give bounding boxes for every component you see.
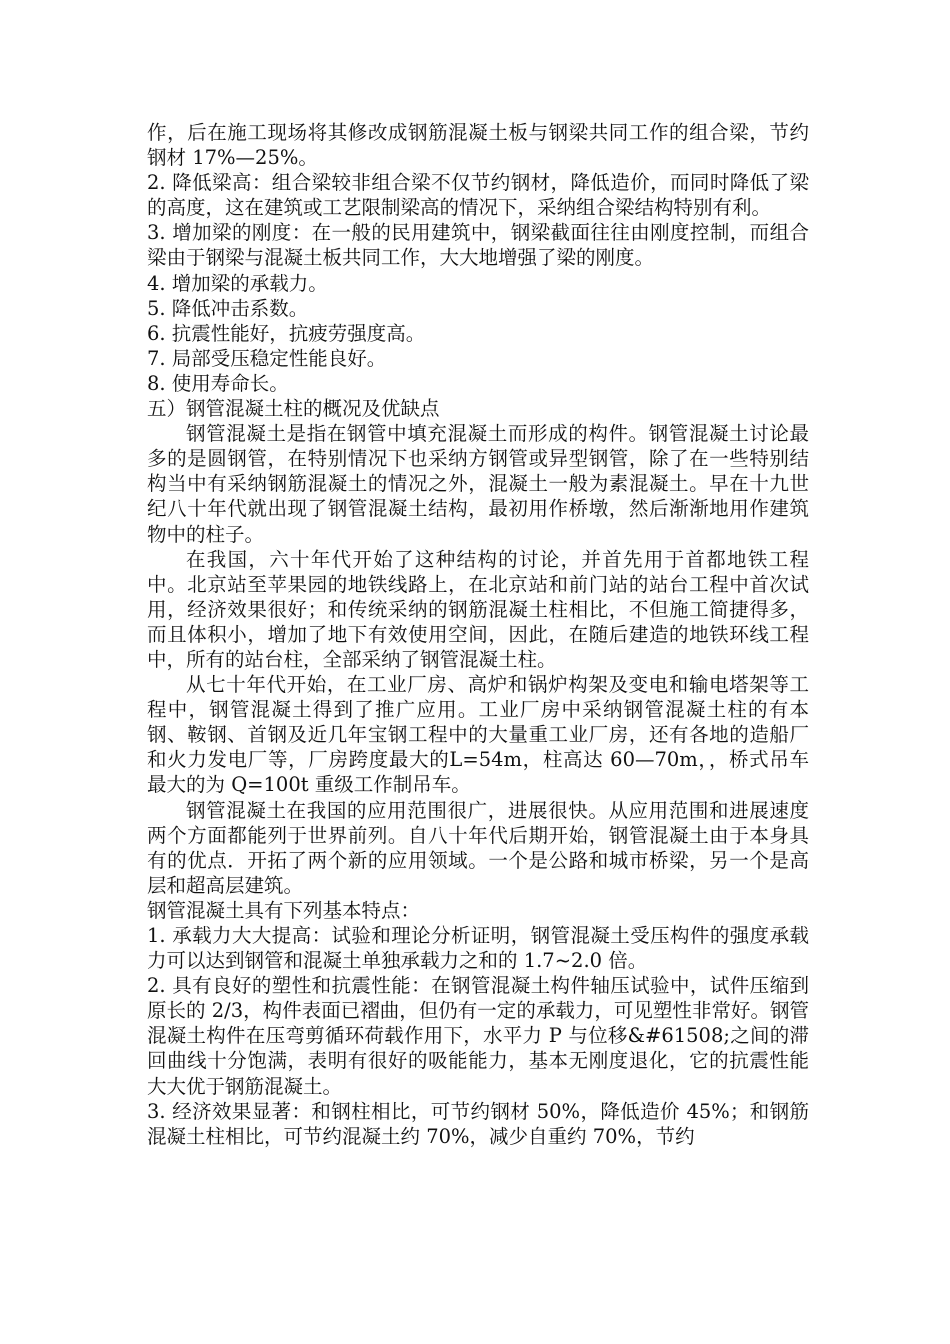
paragraph: 作，后在施工现场将其修改成钢筋混凝土板与钢梁共同工作的组合梁，节约钢材 17%—25%。 (147, 121, 809, 170)
list-item: 1. 承载力大大提高：试验和理论分析证明，钢管混凝土受压构件的强度承载力可以达到钢管和混凝土单独承载力之和的 1.7~2.0 倍。 (147, 924, 809, 973)
paragraph: 钢管混凝土具有下列基本特点： (147, 898, 421, 922)
list-item: 6. 抗震性能好，抗疲劳强度高。 (147, 321, 426, 345)
list-item: 2. 降低梁高：组合梁较非组合梁不仅节约钢材，降低造价，而同时降低了梁的高度，这在建筑或工艺限制梁高的情况下，采纳组合梁结构特别有利。 (147, 171, 809, 220)
list-item: 5. 降低冲击系数。 (147, 296, 309, 320)
list-item: 2. 具有良好的塑性和抗震性能：在钢管混凝土构件轴压试验中，试件压缩到原长的 2/3，构件表面已褶曲，但仍有一定的承载力，可见塑性非常好。钢管混凝土构件在压弯剪循环荷载作用下，水平力 P 与位移&#61508;之间的滞回曲线十分饱满，表明有很好的吸能能力，基本无刚度退化，它的抗震性能大大优于钢筋混凝土。 (147, 974, 809, 1098)
list-item: 4. 增加梁的承载力。 (147, 271, 328, 295)
list-item: 3. 增加梁的刚度：在一般的民用建筑中，钢梁截面往往由刚度控制，而组合梁由于钢梁与混凝土板共同工作，大大地增强了梁的刚度。 (147, 221, 809, 270)
list-item: 7. 局部受压稳定性能良好。 (147, 346, 387, 370)
section-heading: 五）钢管混凝土柱的概况及优缺点 (147, 397, 440, 421)
list-item: 8. 使用寿命长。 (147, 371, 289, 395)
list-item: 3. 经济效果显著：和钢柱相比，可节约钢材 50%，降低造价 45%；和钢筋混凝土柱相比，可节约混凝土约 70%，减少自重约 70%，节约 (147, 1099, 809, 1148)
paragraph: 从七十年代开始，在工业厂房、高炉和锅炉构架及变电和输电塔架等工程中，钢管混凝土得到了推广应用。工业厂房中采纳钢管混凝土柱的有本钢、鞍钢、首钢及近几年宝钢工程中的大量重工业厂房，还有各地的造船厂和火力发电厂等，厂房跨度最大的L=54m，柱高达 60—70m，，桥式吊车最大的为 Q=100t 重级工作制吊车。 (147, 673, 809, 797)
paragraph: 在我国，六十年代开始了这种结构的讨论，并首先用于首都地铁工程中。北京站至苹果园的地铁线路上，在北京站和前门站的站台工程中首次试用，经济效果很好；和传统采纳的钢筋混凝土柱相比，不但施工简捷得多，而且体积小，增加了地下有效使用空间，因此，在随后建造的地铁环线工程中，所有的站台柱，全部采纳了钢管混凝土柱。 (147, 547, 809, 671)
paragraph: 钢管混凝土是指在钢管中填充混凝土而形成的构件。钢管混凝土讨论最多的是圆钢管，在特别情况下也采纳方钢管或异型钢管，除了在一些特别结构当中有采纳钢筋混凝土的情况之外，混凝土一般为素混凝土。早在十九世纪八十年代就出现了钢管混凝土结构，最初用作桥墩，然后渐渐地用作建筑物中的柱子。 (147, 422, 809, 546)
paragraph: 钢管混凝土在我国的应用范围很广，进展很快。从应用范围和进展速度两个方面都能列于世界前列。自八十年代后期开始，钢管混凝土由于本身具有的优点．开拓了两个新的应用领域。一个是公路和城市桥梁，另一个是高层和超高层建筑。 (147, 798, 809, 897)
document-body (147, 120, 809, 1149)
